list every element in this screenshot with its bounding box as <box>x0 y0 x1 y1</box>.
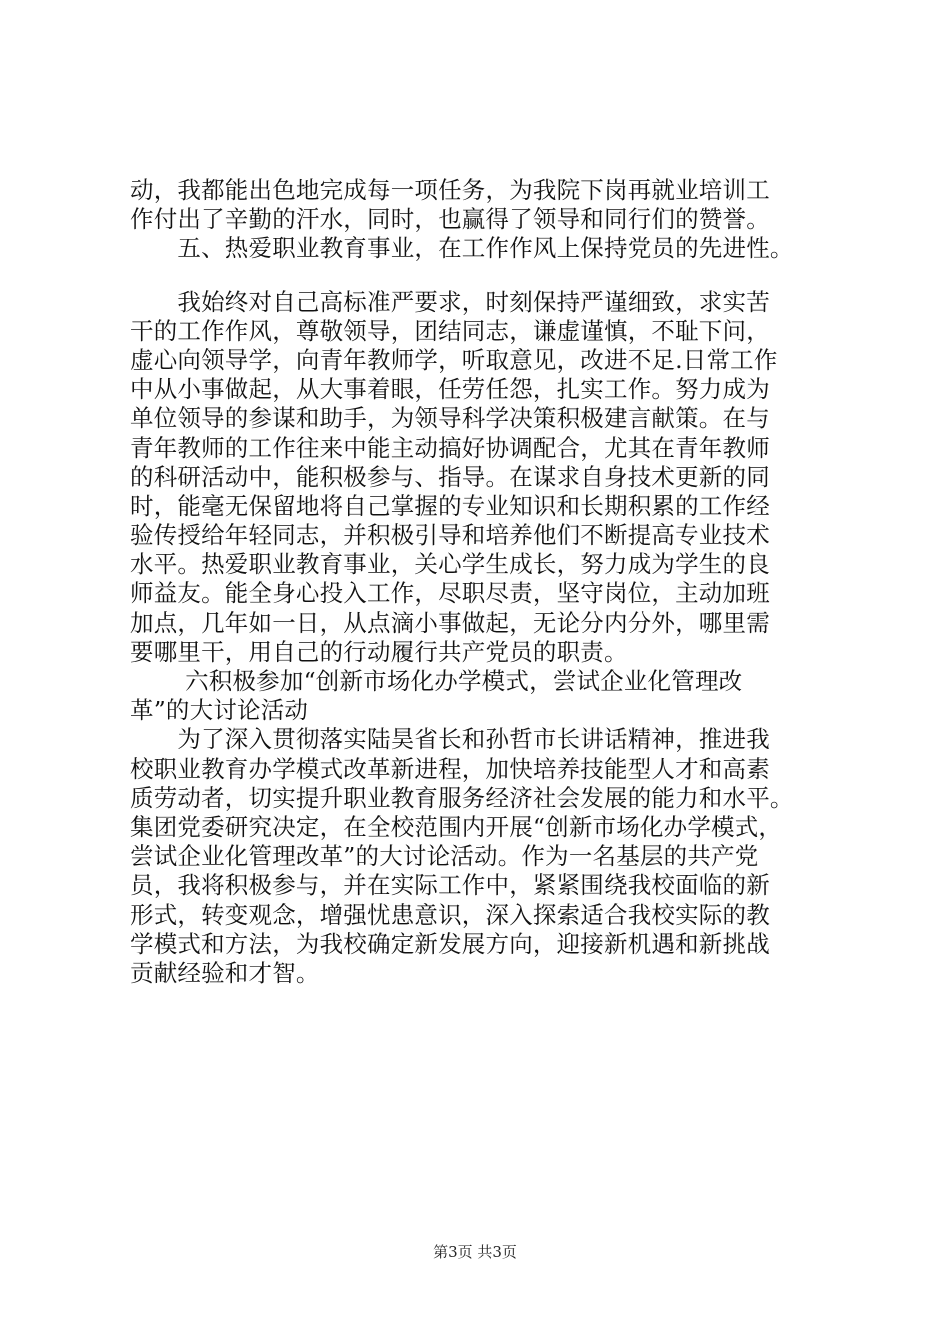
section-heading-six-cont: 革”的大讨论活动 <box>130 696 309 725</box>
text-line: 贡献经验和才智。 <box>130 958 320 987</box>
text-line: 我始终对自己高标准严要求，时刻保持严谨细致，求实苦 <box>130 287 770 316</box>
text-line: 形式，转变观念，增强忧患意识，深入探索适合我校实际的教 <box>130 900 770 929</box>
text-line: 中从小事做起，从大事着眼，任劳任怨，扎实工作。努力成为 <box>130 375 770 404</box>
text-line: 加点，几年如一日，从点滴小事做起，无论分内分外，哪里需 <box>130 608 770 637</box>
text-line: 单位领导的参谋和助手，为领导科学决策积极建言献策。在与 <box>130 404 770 433</box>
text-line: 师益友。能全身心投入工作，尽职尽责，坚守岗位，主动加班 <box>130 579 770 608</box>
text-line: 干的工作作风，尊敬领导，团结同志，谦虚谨慎，不耻下问， <box>130 316 770 345</box>
text-line: 时，能毫无保留地将自己掌握的专业知识和长期积累的工作经 <box>130 491 770 520</box>
text-line: 学模式和方法，为我校确定新发展方向，迎接新机遇和新挑战 <box>130 929 770 958</box>
text-line: 动，我都能出色地完成每一项任务，为我院下岗再就业培训工 <box>130 176 770 204</box>
text-line: 的科研活动中，能积极参与、指导。在谋求自身技术更新的同 <box>130 462 770 491</box>
section-heading-five: 五、热爱职业教育事业，在工作作风上保持党员的先进性。 <box>130 234 794 263</box>
text-line: 验传授给年轻同志，并积极引导和培养他们不断提高专业技术 <box>130 521 770 550</box>
text-line: 为了深入贯彻落实陆昊省长和孙哲市长讲话精神，推进我 <box>130 725 770 754</box>
text-line: 作付出了辛勤的汗水，同时，也赢得了领导和同行们的赞誉。 <box>130 205 770 234</box>
document-body <box>130 176 850 988</box>
section-heading-six: 六积极参加“创新市场化办学模式，尝试企业化管理改 <box>130 667 743 695</box>
page-number-footer: 第3页 共3页 <box>433 1243 517 1261</box>
text-line: 集团党委研究决定，在全校范围内开展“创新市场化办学模式， <box>130 812 783 841</box>
text-line: 尝试企业化管理改革”的大讨论活动。作为一名基层的共产党 <box>130 842 759 871</box>
blank-line <box>130 264 850 288</box>
text-line: 水平。热爱职业教育事业，关心学生成长，努力成为学生的良 <box>130 550 770 579</box>
text-line: 青年教师的工作往来中能主动搞好协调配合，尤其在青年教师 <box>130 433 770 462</box>
text-line: 要哪里干，用自己的行动履行共产党员的职责。 <box>130 637 628 666</box>
text-line: 员，我将积极参与，并在实际工作中，紧紧围绕我校面临的新 <box>130 871 770 900</box>
text-line: 校职业教育办学模式改革新进程，加快培养技能型人才和高素 <box>130 754 770 783</box>
text-line: 虚心向领导学，向青年教师学，听取意见，改进不足.日常工作 <box>130 345 778 374</box>
text-line: 质劳动者，切实提升职业教育服务经济社会发展的能力和水平。 <box>130 783 794 812</box>
